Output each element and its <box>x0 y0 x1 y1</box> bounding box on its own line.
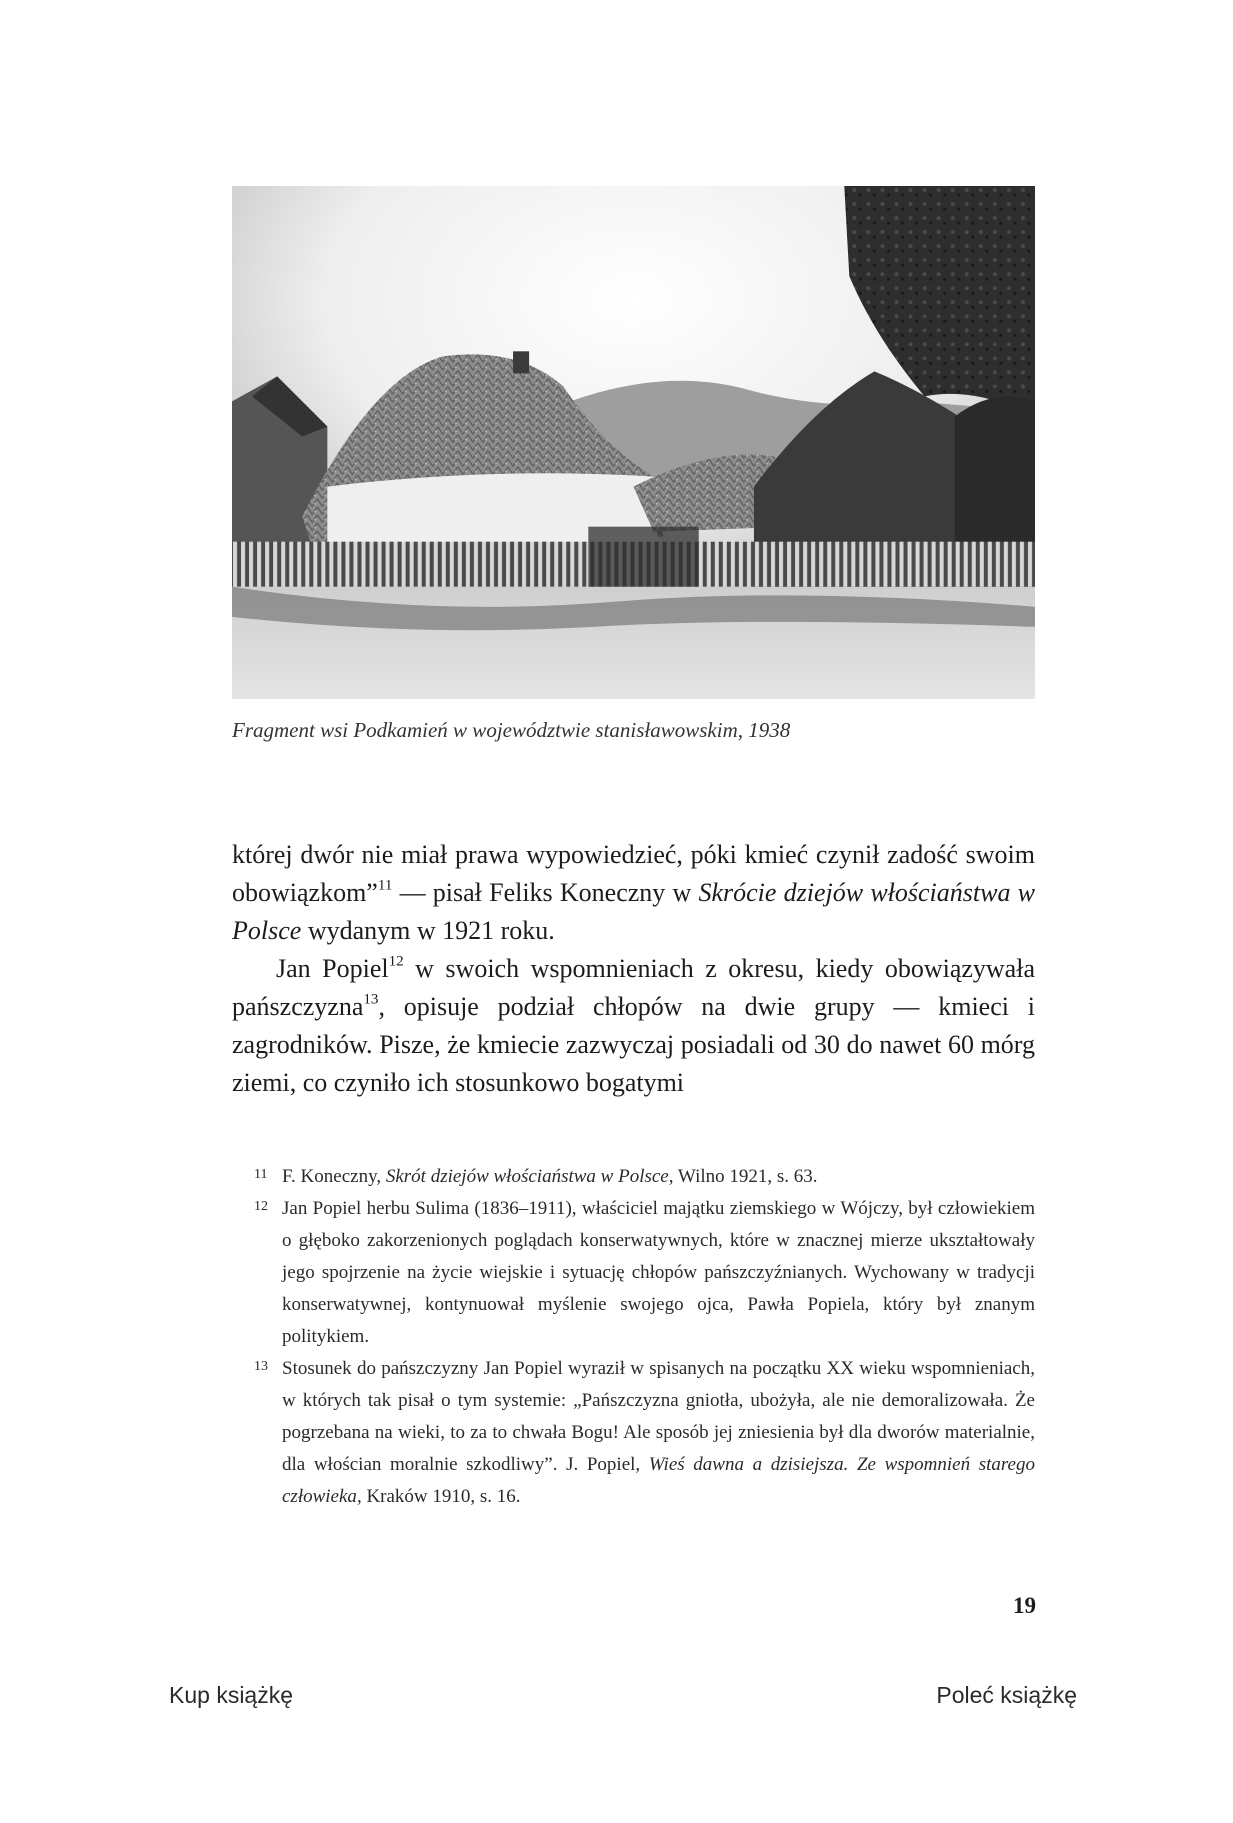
footnote-ref-12[interactable]: 12 <box>388 953 404 970</box>
book-title: Skrócie dziejów włościaństwa w Polsce <box>232 878 1035 945</box>
footnote-13 <box>232 1353 1035 1513</box>
main-text <box>232 836 1035 1102</box>
footnote-text: Jan Popiel herbu Sulima (1836–1911), właściciel majątku ziemskiego w Wójczy, był człowiekiem o głęboko zakorzenionych poglądach konserwatywnych, które w znacznej mierze ukształtowały jego spojrzenie na życie wiejskie i sytuację chłopów pańszczyźnianych. Wychowany w tradycji konserwatywnej, kontynuował myślenie swojego ojca, Pawła Popiela, który był znanym politykiem. <box>282 1198 1035 1347</box>
footnote-number: 12 <box>254 1199 268 1214</box>
footnote-number: 13 <box>254 1359 268 1374</box>
footnote-ref-11[interactable]: 11 <box>377 877 393 894</box>
paragraph-2: Jan Popiel$^{12}$ w swoich wspomnieniach z okresu, kiedy obowiązywała pańszczyzna$^{13}$, opisuje podział chłopów na dwie grupy — kmieci i zagrodników. Pisze, że kmiecie zazwyczaj posiadali od 30 do nawet 60 mórg ziemi, co czyniło ich stosunkowo bogatymi <box>232 953 1035 1097</box>
footnote-number: 11 <box>254 1167 268 1182</box>
footnotes <box>232 1161 1035 1513</box>
footnote-ref-13[interactable]: 13 <box>363 991 379 1008</box>
footnote-12 <box>232 1193 1035 1353</box>
village-photo <box>232 186 1035 699</box>
footnote-text: Stosunek do pańszczyzny Jan Popiel wyraził w spisanych na początku XX wieku wspomnieniach, w których tak pisał o tym systemie: „Pańszczyzna gniotła, ubożyła, ale nie demoralizowała. Że pogrzebana na wieki, to za to chwała Bogu! Ale sposób jej zniesienia był dla dworów materialnie, dla włościan moralnie szkodliwy”. J. Popiel, Wieś dawna a dzisiejsza. Ze wspomnień starego człowieka, Kraków 1910, s. 16. <box>282 1358 1035 1507</box>
recommend-book-link[interactable]: Poleć książkę <box>936 1682 1077 1708</box>
photo-caption: Fragment wsi Podkamień w województwie stanisławowskim, 1938 <box>232 718 791 742</box>
footnote-11 <box>232 1161 1035 1193</box>
page-number: 19 <box>1013 1593 1036 1618</box>
buy-book-link[interactable]: Kup książkę <box>169 1682 294 1708</box>
footnote-text: F. Koneczny, Skrót dziejów włościaństwa w Polsce, Wilno 1921, s. 63. <box>282 1166 818 1187</box>
paragraph-1: której dwór nie miał prawa wypowiedzieć, póki kmieć czynił zadość swoim obowiązkom”$^{11}$ — pisał Feliks Koneczny w Skrócie dziejów włościaństwa w Polsce wydanym w 1921 roku. <box>232 840 1035 945</box>
